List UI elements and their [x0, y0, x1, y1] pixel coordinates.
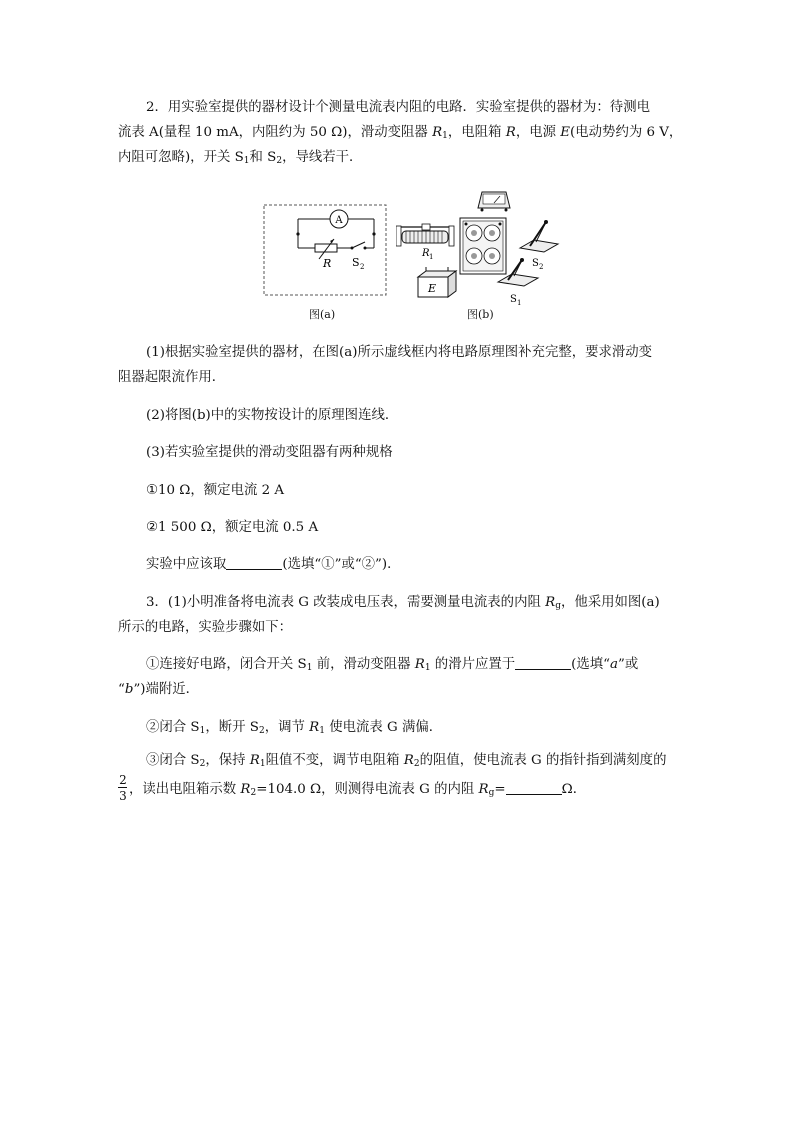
q3-step-1-line-1: ①连接好电路，闭合开关 $S_1$ 前，滑动变阻器 $R_1$ 的滑片应置于 (选填“a”或 — [146, 657, 639, 673]
answer-blank[interactable] — [515, 657, 571, 670]
q2-line-1: 2．用实验室提供的器材设计个测量电流表内阻的电路．实验室提供的器材为：待测电 — [146, 100, 650, 115]
q2-part3: (3)若实验室提供的滑动变阻器有两种规格 — [146, 445, 393, 460]
fraction-numerator: 2 — [119, 773, 127, 787]
q3-line-1: 3．(1)小明准备将电流表 G 改装成电压表，需要测量电流表的内阻 $R_g$，他采用如图(a) — [146, 595, 660, 611]
figure-b-apparatus — [396, 186, 562, 308]
q2-line-3: 内阻可忽略)，开关 $S_1$和 $S_2$，导线若干． — [118, 150, 363, 166]
svg-text:E: E — [428, 282, 437, 295]
fraction-bar — [118, 787, 127, 788]
q2-answer-line: 实验中应该取 (选填“①”或“②”)． — [146, 557, 401, 572]
ammeter-drawing — [478, 192, 510, 212]
svg-text:S: S — [510, 294, 517, 305]
switch-s2-symbol — [352, 242, 365, 248]
q2-option-1: ①10 Ω，额定电流 2 A — [146, 483, 285, 498]
svg-text:R: R — [422, 248, 430, 259]
q3-line-2: 所示的电路，实验步骤如下： — [118, 620, 293, 635]
svg-text:1: 1 — [429, 253, 434, 261]
svg-text:A: A — [335, 215, 343, 226]
fraction-denominator: 3 — [119, 789, 127, 803]
figure-b-caption: 图(b) — [467, 308, 494, 321]
q3-step-2: ②闭合 $S_1$，断开 $S_2$，调节 $R_1$ 使电流表 G 满偏． — [146, 720, 443, 736]
figure-a-caption: 图(a) — [309, 308, 336, 321]
q3-step-3-line-2: ，读出电阻箱示数 $R_2=104.0$ Ω，则测得电流表 G 的内阻 $R_g= \Omega$． — [129, 782, 587, 798]
figure-a-circuit — [262, 202, 392, 300]
svg-text:S: S — [352, 256, 360, 269]
answer-blank[interactable] — [506, 782, 562, 795]
svg-text:2: 2 — [360, 263, 365, 271]
resistance-box-drawing — [460, 218, 506, 274]
svg-text:R: R — [323, 257, 332, 270]
battery-drawing — [418, 267, 456, 297]
resistance-box-symbol — [315, 244, 337, 252]
svg-text:S: S — [532, 258, 539, 269]
q2-part1-line-2: 阻器起限流作用． — [118, 370, 226, 385]
svg-text:1: 1 — [517, 299, 522, 307]
q3-step-3-line-1: ③闭合 $S_2$，保持 $R_1$阻值不变，调节电阻箱 $R_2$的阻值，使电流表 G 的指针指到满刻度的 — [146, 753, 667, 769]
switch-s2-drawing — [520, 220, 558, 271]
q2-line-2: 流表 A(量程 10 mA，内阻约为 50 Ω)，滑动变阻器 $R_1$，电阻箱 R，电源 E(电动势约为 6 V， — [118, 125, 683, 141]
answer-blank[interactable] — [226, 557, 282, 570]
q2-option-2: ②1 500 Ω，额定电流 0.5 A — [146, 520, 319, 535]
q2-part1-line-1: (1)根据实验室提供的器材，在图(a)所示虚线框内将电路原理图补充完整，要求滑动变 — [146, 345, 653, 360]
rheostat-drawing — [396, 224, 454, 261]
svg-text:2: 2 — [539, 263, 544, 271]
q3-step-1-line-2: “b”)端附近． — [118, 682, 200, 697]
q2-part2: (2)将图(b)中的实物按设计的原理图连线． — [146, 408, 399, 423]
